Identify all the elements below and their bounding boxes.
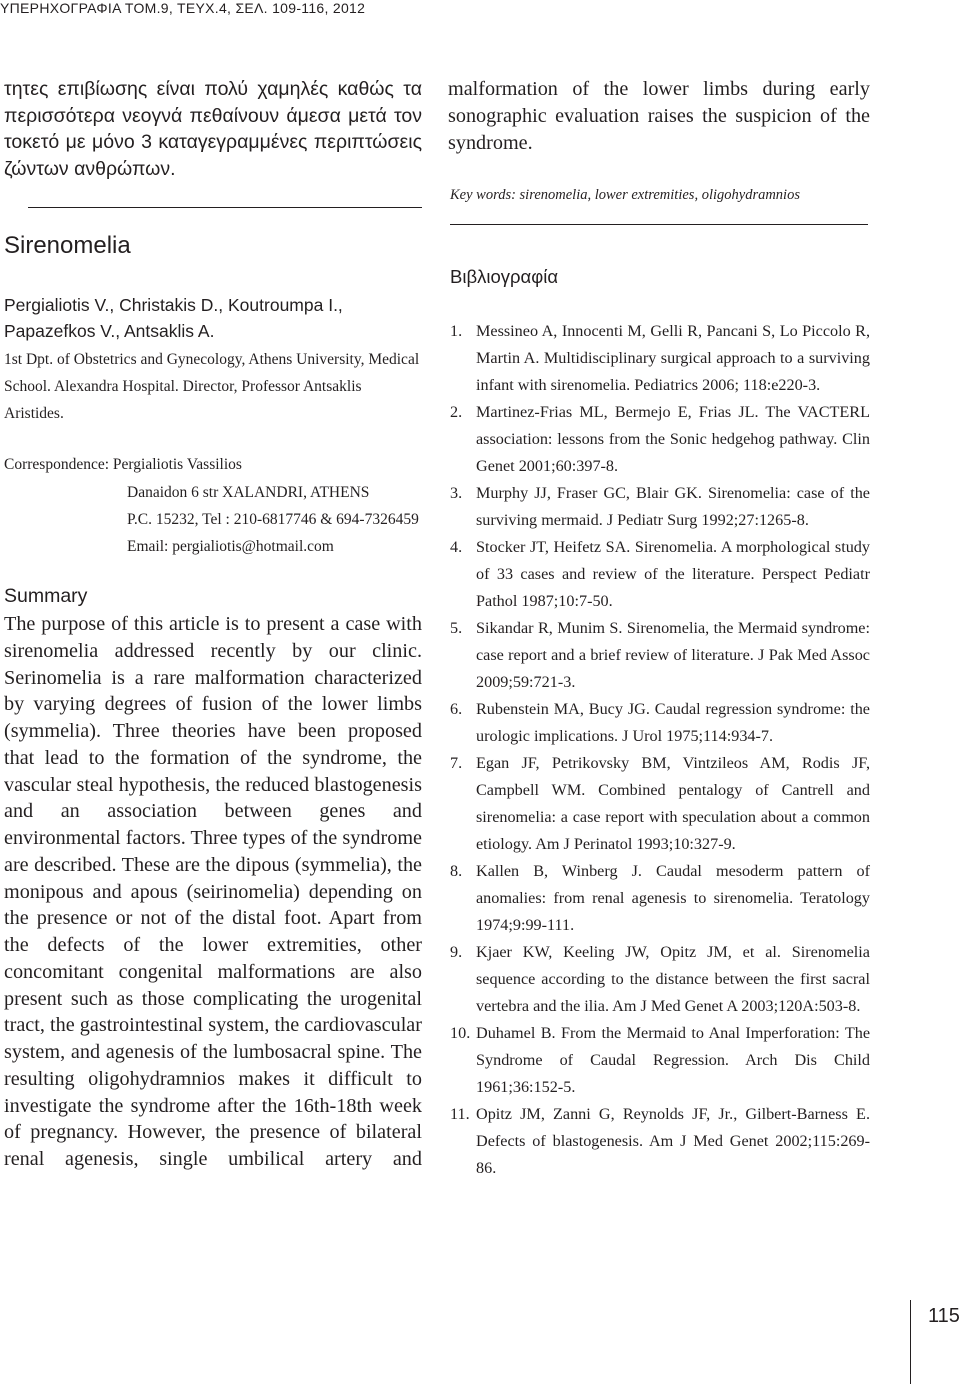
reference-item: 11. Opitz JM, Zanni G, Reynolds JF, Jr., Gilbert-Barness E. Defects of blastogenesis. Am J Med Genet 2002;115:269-86.	[450, 1105, 870, 1177]
authors: Pergialiotis V., Christakis D., Koutroumpa I., Papazefkos V., Antsaklis A.	[4, 295, 343, 341]
greek-paragraph: τητες επιβίωσης είναι πολύ χαμηλές καθώς τα περισσότερα νεογνά πεθαίνουν άμεσα μετά τον τοκετό με μόνο 3 καταγεγραμμένες περιπτώσεις ζώντων ανθρώπων.	[4, 78, 422, 180]
correspondence-address: Danaidon 6 str XALANDRI, ATHENS	[127, 484, 370, 501]
reference-item: 4. Stocker JT, Heifetz SA. Sirenomelia. A morphological study of 33 cases and review of the literature. Perspect Pediatr Pathol 1987;10:7-50.	[450, 538, 870, 610]
bibliography-title: Βιβλιογραφία	[450, 266, 559, 287]
reference-item: 1. Messineo A, Innocenti M, Gelli R, Pancani S, Lo Piccolo R, Martin A. Multidisciplinary surgical approach to a surviving infant with sirenomelia. Pediatrics 2006; 118:e220-3.	[450, 322, 870, 394]
reference-item: 6. Rubenstein MA, Bucy JG. Caudal regression syndrome: the urologic implications. J Urol 1975;114:934-7.	[450, 700, 870, 745]
reference-item: 10. Duhamel B. From the Mermaid to Anal Imperforation: The Syndrome of Caudal Regression. Arch Dis Child 1961;36:152-5.	[450, 1024, 870, 1096]
correspondence-label: Correspondence: Pergialiotis Vassilios	[4, 456, 242, 473]
reference-item: 9. Kjaer KW, Keeling JW, Opitz JM, et al. Sirenomelia sequence according to the distance between the first sacral vertebra and the ilia. Am J Med Genet A 2003;120A:503-8.	[450, 943, 870, 1015]
affiliation: 1st Dpt. of Obstetrics and Gynecology, Athens University, Medical School. Alexandra Hospital. Director, Professor Antsaklis Aristides.	[4, 351, 420, 422]
running-head: ΥΠΕΡΗΧΟΓΡΑΦΙΑ ΤΟΜ.9, ΤΕΥΧ.4, ΣΕΛ. 109-116, 2012	[0, 0, 366, 16]
correspondence-phone: P.C. 15232, Tel : 210-6817746 & 694-7326459	[127, 511, 419, 528]
section-title: Sirenomelia	[4, 232, 131, 259]
summary-text: The purpose of this article is to present a case with sirenomelia addressed recently by our clinic. Serinomelia is a rare malformation characterized by varying degrees of fusion of the lower limbs (symmelia). Three theories have been proposed that lead to the formation of the syndrome, the vascular steal hypothesis, the reduced blastogenesis and an association between genes and environmental factors. Three types of the syndrome are described. These are the dipous (symmelia), the monipous and apous (seirinomelia) depending on the presence or not of the distal foot. Apart from the defects of the lower extremities, other concomitant congenital malformations are also present such as those complicating the urogenital tract, the gastrointestinal system, the cardiovascular system, and agenesis of the lumbosacral spine. The resulting oligohydramnios makes it difficult to investigate the syndrome after the 16th-18th week of pregnancy. However, the presence of bilateral renal agenesis, single umbilical artery and	[4, 613, 422, 1170]
reference-item: 5. Sikandar R, Munim S. Sirenomelia, the Mermaid syndrome: case report and a brief review of literature. J Pak Med Assoc 2009;59:721-3.	[450, 619, 870, 691]
page-number-rule	[910, 1300, 911, 1384]
summary-continuation: malformation of the lower limbs during early sonographic evaluation raises the suspicion of the syndrome.	[448, 78, 870, 154]
keywords: Key words: sirenomelia, lower extremities, oligohydramnios	[450, 187, 800, 203]
reference-item: 3. Murphy JJ, Fraser GC, Blair GK. Sirenomelia: case of the surviving mermaid. J Pediatr Surg 1992;27:1265-8.	[450, 484, 870, 529]
right-divider	[450, 224, 868, 225]
correspondence-email: Email: pergialiotis@hotmail.com	[127, 538, 334, 555]
summary-title: Summary	[4, 585, 88, 607]
reference-list	[450, 318, 870, 1182]
reference-item: 8. Kallen B, Winberg J. Caudal mesoderm pattern of anomalies: from renal agenesis to sirenomelia. Teratology 1974;9:99-111.	[450, 862, 870, 934]
reference-item: 2. Martinez-Frias ML, Bermejo E, Frias JL. The VACTERL association: lessons from the Sonic hedgehog pathway. Clin Genet 2001;60:397-8.	[450, 403, 870, 475]
reference-item: 7. Egan JF, Petrikovsky BM, Vintzileos AM, Rodis JF, Campbell WM. Combined pentalogy of Cantrell and sirenomelia: a case report with speculation about a common etiology. Am J Perinatol 1993;10:327-9.	[450, 754, 870, 853]
page-number: 115	[928, 1305, 960, 1327]
left-divider	[28, 207, 422, 208]
